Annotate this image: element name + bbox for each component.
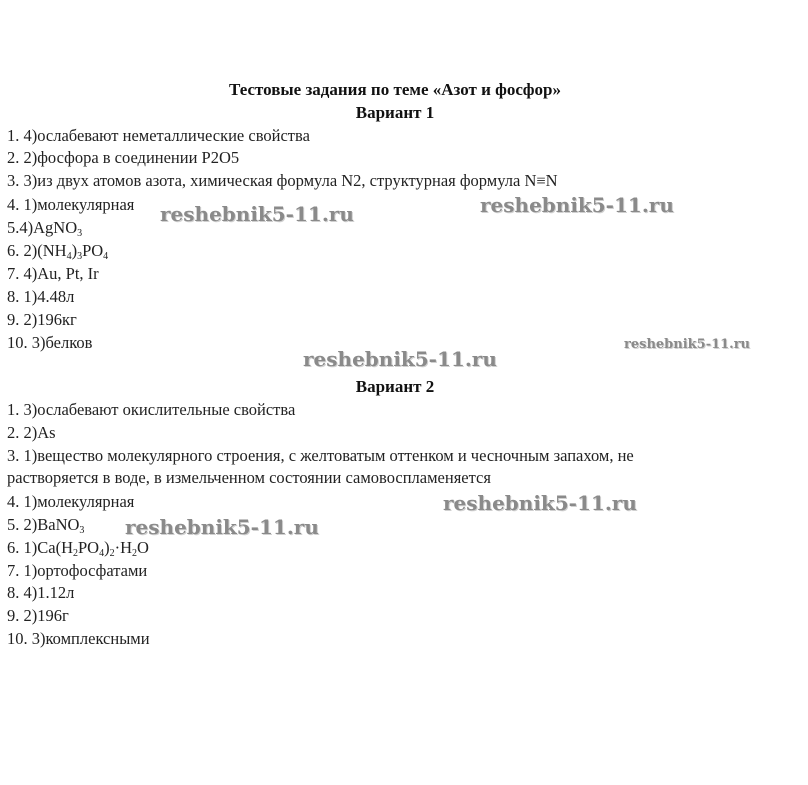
watermark: reshebnik5-11.ru bbox=[125, 515, 319, 539]
v1-answer-5-text: 5.4)AgNO bbox=[7, 218, 78, 237]
v1-answer-4: 4. 1)молекулярная bbox=[7, 195, 135, 214]
v1-answer-6-sub-a: 4 bbox=[66, 251, 72, 262]
v2-answer-6-sub-d: 2 bbox=[132, 548, 137, 559]
v1-answer-10: 10. 3)белков bbox=[7, 333, 93, 352]
v2-answer-8: 8. 4)1.12л bbox=[7, 583, 75, 602]
v1-answer-6-tail: PO bbox=[82, 241, 104, 260]
watermark: reshebnik5-11.ru bbox=[480, 193, 674, 217]
v2-answer-3: 3. 1)вещество молекулярного строения, с желтоватым оттенком и чесночным запахом, не bbox=[7, 446, 634, 465]
v1-answer-6-text: 6. 2)(NH bbox=[7, 241, 67, 260]
v2-answer-6-sub-b: 4 bbox=[99, 548, 105, 559]
watermark: reshebnik5-11.ru bbox=[160, 202, 354, 226]
v1-answer-9: 9. 2)196кг bbox=[7, 310, 77, 329]
v2-answer-6-b: PO bbox=[77, 538, 100, 557]
v1-answer-6-sub-b: 3 bbox=[77, 251, 83, 262]
v1-answer-5 bbox=[7, 218, 82, 238]
v1-answer-5-sub: 3 bbox=[77, 228, 83, 239]
document-title: Тестовые задания по теме «Азот и фосфор» bbox=[229, 80, 561, 99]
watermark: reshebnik5-11.ru bbox=[443, 491, 637, 515]
variant-1-heading: Вариант 1 bbox=[355, 103, 435, 122]
v2-answer-3-cont: растворяется в воде, в измельченном состоянии самовоспламеняется bbox=[7, 468, 491, 487]
v2-answer-1: 1. 3)ослабевают окислительные свойства bbox=[7, 400, 296, 419]
v2-answer-9: 9. 2)196г bbox=[7, 606, 69, 625]
v2-answer-10: 10. 3)комплексными bbox=[7, 629, 150, 648]
v1-answer-6 bbox=[7, 241, 108, 261]
v2-answer-6-a: 6. 1)Ca(H bbox=[7, 538, 73, 557]
v2-answer-6-c: ) bbox=[104, 538, 110, 557]
v2-answer-6 bbox=[7, 538, 149, 558]
v2-answer-5-text: 5. 2)BaNO bbox=[7, 515, 80, 534]
v1-answer-1: 1. 4)ослабевают неметаллические свойства bbox=[7, 126, 310, 145]
v2-answer-6-e: O bbox=[137, 538, 149, 557]
v2-answer-5-sub: 3 bbox=[79, 525, 85, 536]
v2-answer-4: 4. 1)молекулярная bbox=[7, 492, 135, 511]
v1-answer-6-sub-c: 4 bbox=[103, 251, 109, 262]
watermark: reshebnik5-11.ru bbox=[624, 337, 751, 352]
v2-answer-7: 7. 1)ортофосфатами bbox=[7, 561, 148, 580]
v2-answer-2: 2. 2)As bbox=[7, 423, 56, 442]
v1-answer-6-mid: ) bbox=[71, 241, 78, 260]
variant-2-heading: Вариант 2 bbox=[355, 377, 435, 396]
v1-answer-7: 7. 4)Au, Pt, Ir bbox=[7, 264, 99, 283]
v1-answer-2: 2. 2)фосфора в соединении P2O5 bbox=[7, 148, 240, 167]
v1-answer-8: 8. 1)4.48л bbox=[7, 287, 75, 306]
v2-answer-6-sub-c: 2 bbox=[109, 548, 115, 559]
watermark: reshebnik5-11.ru bbox=[303, 347, 497, 371]
v2-answer-6-sub-a: 2 bbox=[72, 548, 78, 559]
v1-answer-3: 3. 3)из двух атомов азота, химическая формула N2, структурная формула N≡N bbox=[7, 171, 558, 190]
v2-answer-5 bbox=[7, 515, 84, 535]
v2-answer-6-d: ·H bbox=[114, 538, 132, 557]
